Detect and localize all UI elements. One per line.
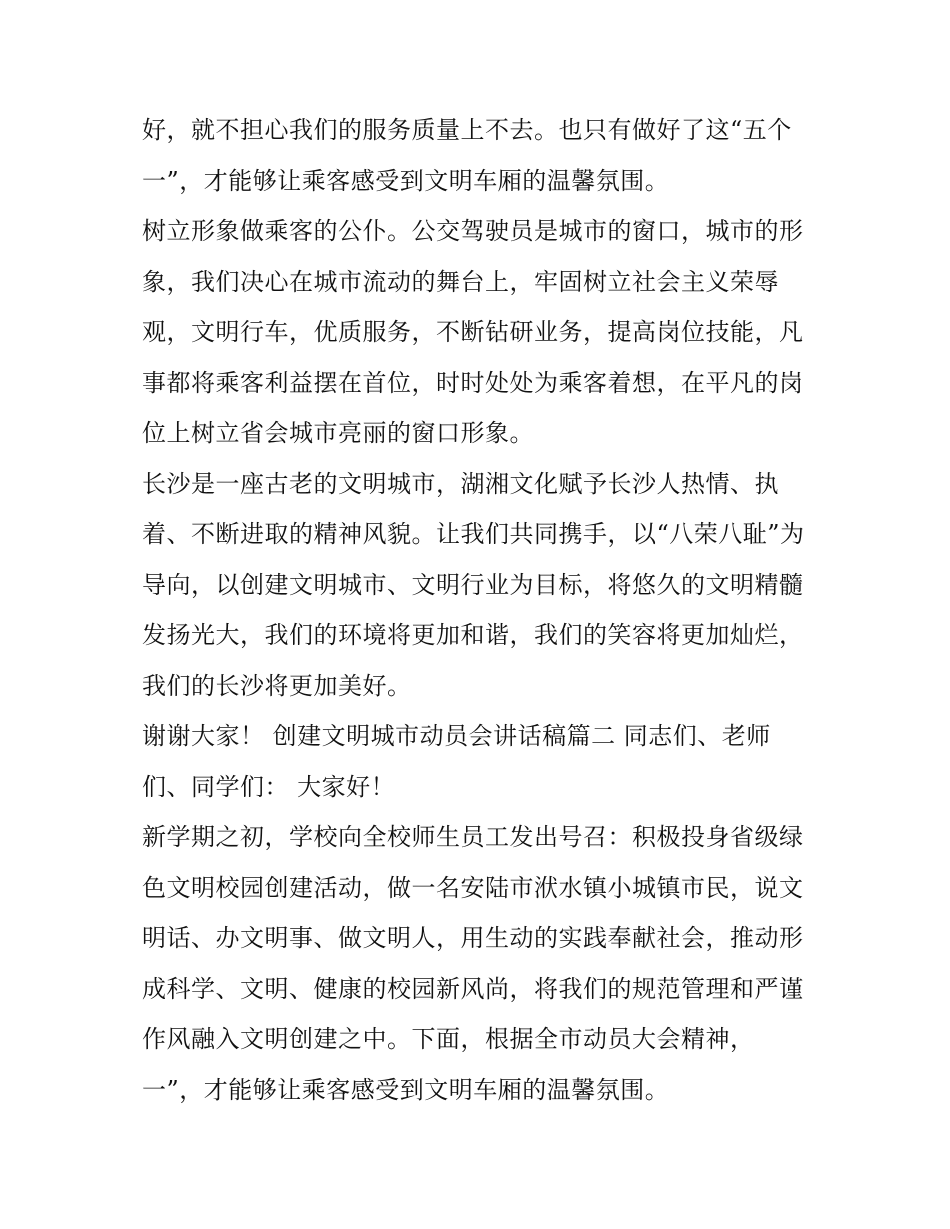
text-line: 位上树立省会城市亮丽的窗口形象。 — [142, 419, 534, 447]
text-line: 谢谢大家！ 创建文明城市动员会讲话稿篇二 同志们、老师 — [142, 722, 771, 750]
text-line: 色文明校园创建活动，做一名安陆市洑水镇小城镇市民，说文 — [142, 874, 804, 902]
text-line: 事都将乘客利益摆在首位，时时处处为乘客着想，在平凡的岗 — [142, 369, 804, 397]
text-line: 明话、办文明事、做文明人，用生动的实践奉献社会，推动形 — [142, 924, 804, 952]
text-line: 着、不断进取的精神风貌。让我们共同携手，以“八荣八耻”为 — [142, 520, 805, 548]
text-line: 一”，才能够让乘客感受到文明车厢的温馨氛围。 — [142, 1076, 670, 1104]
text-line: 成科学、文明、健康的校园新风尚，将我们的规范管理和严谨 — [142, 975, 804, 1003]
text-line: 发扬光大，我们的环境将更加和谐，我们的笑容将更加灿烂， — [142, 621, 804, 649]
text-line: 作风融入文明创建之中。下面，根据全市动员大会精神， — [142, 1025, 755, 1053]
text-line: 们、同学们： 大家好！ — [142, 773, 396, 801]
text-line: 长沙是一座古老的文明城市，湖湘文化赋予长沙人热情、执 — [142, 470, 779, 498]
text-line: 一”，才能够让乘客感受到文明车厢的温馨氛围。 — [142, 167, 670, 195]
text-line: 我们的长沙将更加美好。 — [142, 672, 412, 700]
text-line: 导向，以创建文明城市、文明行业为目标，将悠久的文明精髓 — [142, 571, 804, 599]
text-line: 树立形象做乘客的公仆。公交驾驶员是城市的窗口，城市的形 — [142, 217, 804, 245]
text-line: 好，就不担心我们的服务质量上不去。也只有做好了这“五个 — [142, 116, 792, 144]
text-line: 象，我们决心在城市流动的舞台上，牢固树立社会主义荣辱 — [142, 268, 779, 296]
text-line: 新学期之初，学校向全校师生员工发出号召：积极投身省级绿 — [142, 823, 804, 851]
text-line: 观，文明行车，优质服务，不断钻研业务，提高岗位技能，凡 — [142, 318, 804, 346]
